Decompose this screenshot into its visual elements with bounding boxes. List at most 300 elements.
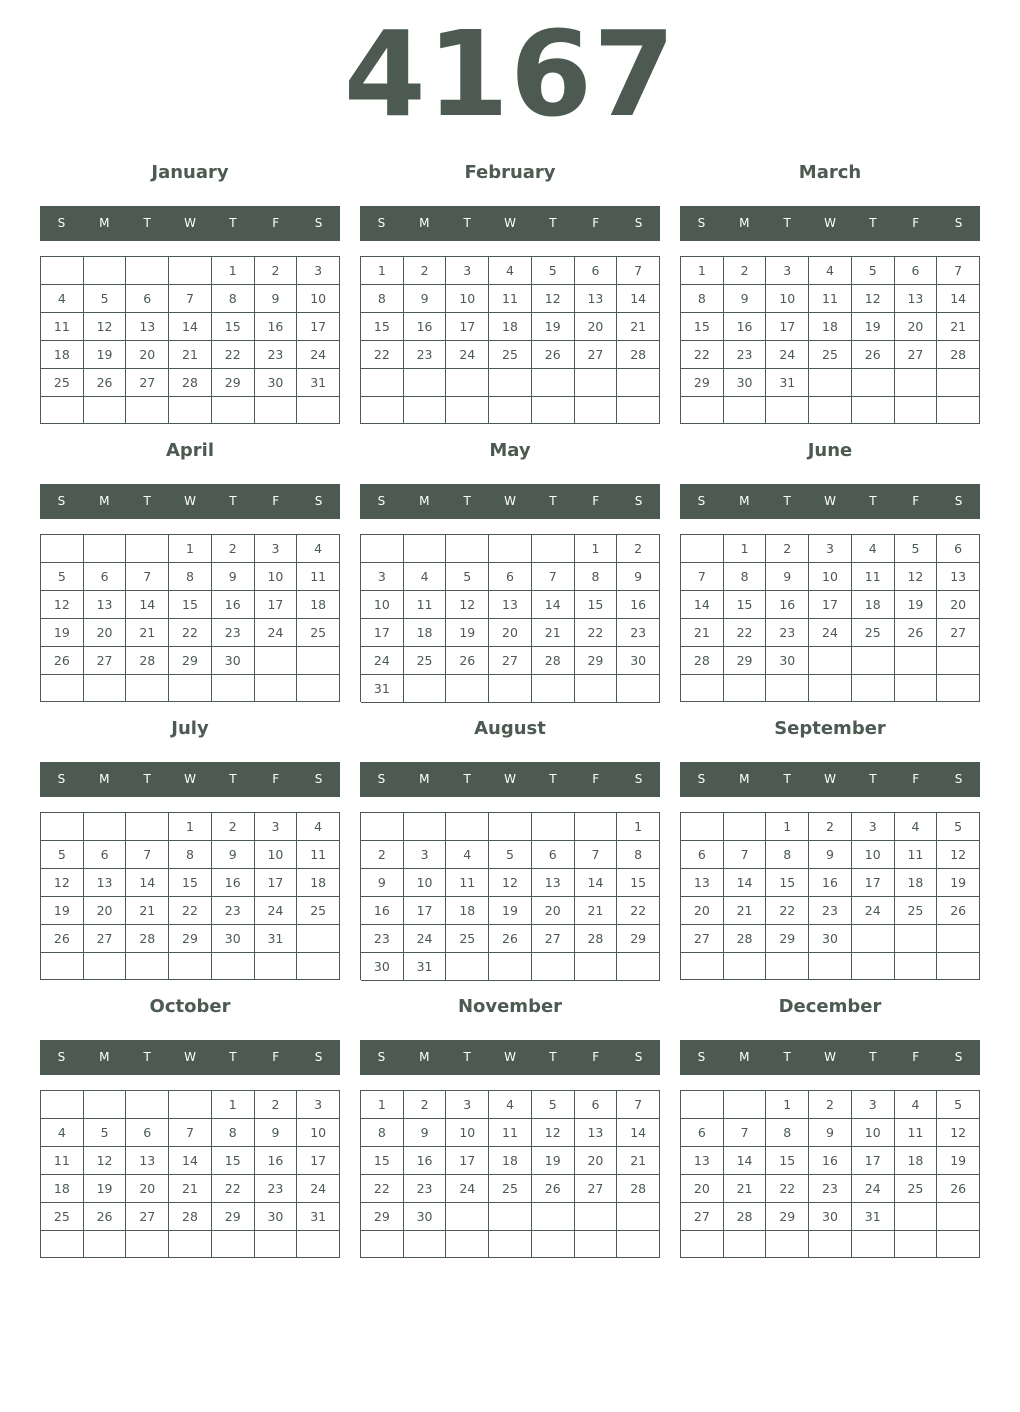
day-cell: 24 (297, 341, 340, 369)
day-cell: 1 (766, 1091, 809, 1119)
day-cell: 1 (212, 257, 255, 285)
weekday-label: S (634, 772, 643, 786)
day-cell: 7 (126, 841, 169, 869)
weekday-label: T (869, 772, 877, 786)
month-name: October (149, 996, 231, 1017)
weekday-label: S (314, 494, 323, 508)
day-cell: 17 (852, 869, 895, 897)
day-cell (852, 397, 895, 424)
day-cell (681, 1091, 724, 1119)
day-cell: 1 (766, 813, 809, 841)
weekday-header (360, 1040, 660, 1075)
day-cell: 28 (724, 925, 767, 953)
day-cell: 9 (361, 869, 404, 897)
day-cell: 24 (766, 341, 809, 369)
weekday-label: W (184, 1050, 196, 1064)
weekday-label: W (504, 772, 516, 786)
weekday-label: T (549, 216, 557, 230)
weekday-label: T (783, 216, 791, 230)
day-cell: 24 (297, 1175, 340, 1203)
day-cell: 1 (575, 535, 618, 563)
day-cell (212, 675, 255, 702)
day-cell (617, 1231, 660, 1258)
day-cell (681, 397, 724, 424)
day-cell: 30 (404, 1203, 447, 1231)
weekday-label: S (697, 494, 706, 508)
weekday-label: M (419, 494, 430, 508)
month-name: April (165, 440, 215, 461)
day-cell: 15 (681, 313, 724, 341)
weekday-label: T (229, 216, 237, 230)
day-cell: 22 (724, 619, 767, 647)
day-cell: 30 (809, 925, 852, 953)
day-cell (766, 675, 809, 702)
day-cell (532, 953, 575, 981)
day-cell: 13 (532, 869, 575, 897)
day-cell (41, 1231, 84, 1258)
day-cell: 14 (126, 869, 169, 897)
day-cell: 27 (575, 341, 618, 369)
weekday-label: M (99, 494, 110, 508)
day-cell: 1 (361, 1091, 404, 1119)
day-cell (937, 397, 980, 424)
day-cell: 28 (532, 647, 575, 675)
day-cell: 27 (575, 1175, 618, 1203)
day-cell (489, 397, 532, 425)
day-cell: 11 (41, 1147, 84, 1175)
day-cell: 21 (724, 1175, 767, 1203)
day-grid (360, 256, 660, 424)
day-cell (169, 1091, 212, 1119)
day-cell: 13 (489, 591, 532, 619)
day-cell: 29 (212, 369, 255, 397)
day-grid (40, 812, 340, 980)
day-cell (446, 369, 489, 397)
month-name: January (151, 162, 229, 183)
day-cell: 19 (84, 341, 127, 369)
day-cell (681, 813, 724, 841)
day-cell (169, 397, 212, 424)
day-cell: 27 (895, 341, 938, 369)
day-cell: 21 (724, 897, 767, 925)
day-cell (575, 1203, 618, 1231)
day-cell: 31 (297, 1203, 340, 1231)
day-cell: 24 (852, 897, 895, 925)
day-cell: 23 (404, 341, 447, 369)
day-cell: 9 (724, 285, 767, 313)
day-cell: 2 (404, 1091, 447, 1119)
weekday-label: M (419, 216, 430, 230)
weekday-label: T (463, 772, 471, 786)
day-cell: 14 (724, 1147, 767, 1175)
day-cell: 22 (617, 897, 660, 925)
day-cell: 3 (852, 813, 895, 841)
day-cell: 3 (255, 813, 298, 841)
day-cell (575, 675, 618, 703)
day-cell: 18 (446, 897, 489, 925)
day-cell (297, 397, 340, 424)
day-cell (617, 397, 660, 425)
day-cell: 10 (255, 563, 298, 591)
day-cell: 17 (809, 591, 852, 619)
day-cell: 23 (404, 1175, 447, 1203)
day-cell: 1 (169, 535, 212, 563)
day-cell: 20 (895, 313, 938, 341)
weekday-label: S (314, 216, 323, 230)
day-cell: 10 (446, 1119, 489, 1147)
day-cell (404, 535, 447, 563)
weekday-label: F (272, 216, 280, 230)
day-cell: 14 (681, 591, 724, 619)
day-cell (895, 369, 938, 397)
day-cell: 12 (852, 285, 895, 313)
weekday-label: S (57, 216, 66, 230)
day-cell: 1 (169, 813, 212, 841)
day-cell (41, 953, 84, 980)
day-cell: 10 (255, 841, 298, 869)
day-cell: 26 (895, 619, 938, 647)
weekday-label: T (143, 494, 151, 508)
day-cell: 10 (361, 591, 404, 619)
day-cell (852, 953, 895, 980)
day-cell: 3 (446, 257, 489, 285)
weekday-label: T (783, 494, 791, 508)
day-cell (212, 953, 255, 980)
day-cell: 22 (361, 1175, 404, 1203)
day-cell: 4 (41, 285, 84, 313)
day-cell: 19 (41, 619, 84, 647)
day-cell: 5 (532, 257, 575, 285)
day-cell: 16 (809, 869, 852, 897)
day-cell (361, 369, 404, 397)
day-cell: 16 (212, 591, 255, 619)
day-cell (724, 1091, 767, 1119)
day-cell: 6 (681, 1119, 724, 1147)
day-cell: 25 (852, 619, 895, 647)
day-cell: 28 (169, 1203, 212, 1231)
day-cell: 26 (41, 925, 84, 953)
day-cell (446, 675, 489, 703)
day-cell: 13 (681, 1147, 724, 1175)
day-cell: 3 (255, 535, 298, 563)
day-cell: 12 (532, 1119, 575, 1147)
day-cell: 26 (852, 341, 895, 369)
weekday-label: S (954, 494, 963, 508)
day-cell (852, 925, 895, 953)
day-cell: 14 (575, 869, 618, 897)
day-cell: 3 (297, 1091, 340, 1119)
day-cell: 13 (126, 313, 169, 341)
weekday-header (680, 762, 980, 797)
weekday-label: F (912, 216, 920, 230)
day-cell: 14 (169, 313, 212, 341)
day-cell: 5 (532, 1091, 575, 1119)
weekday-label: S (697, 216, 706, 230)
day-cell: 13 (84, 591, 127, 619)
day-grid (40, 1090, 340, 1258)
day-cell: 19 (41, 897, 84, 925)
day-cell (532, 369, 575, 397)
day-cell: 16 (766, 591, 809, 619)
day-cell (532, 535, 575, 563)
day-cell: 29 (169, 647, 212, 675)
day-cell: 15 (766, 1147, 809, 1175)
weekday-label: S (314, 1050, 323, 1064)
day-cell: 26 (84, 369, 127, 397)
day-cell (895, 675, 938, 702)
day-cell: 7 (617, 257, 660, 285)
month-name: March (798, 162, 862, 183)
day-cell: 16 (617, 591, 660, 619)
day-cell: 28 (617, 1175, 660, 1203)
day-cell (809, 647, 852, 675)
day-cell (937, 953, 980, 980)
day-cell: 23 (766, 619, 809, 647)
day-cell: 18 (41, 1175, 84, 1203)
day-cell: 21 (169, 1175, 212, 1203)
day-grid (360, 534, 660, 702)
day-cell (617, 369, 660, 397)
day-cell (895, 1203, 938, 1231)
day-cell: 23 (212, 619, 255, 647)
weekday-label: S (697, 772, 706, 786)
day-cell: 31 (766, 369, 809, 397)
day-cell: 17 (852, 1147, 895, 1175)
day-cell: 20 (489, 619, 532, 647)
weekday-label: M (99, 1050, 110, 1064)
day-cell: 15 (617, 869, 660, 897)
day-cell: 15 (575, 591, 618, 619)
day-cell: 16 (404, 1147, 447, 1175)
day-cell: 5 (937, 813, 980, 841)
weekday-label: S (377, 216, 386, 230)
day-cell (895, 397, 938, 424)
month-name: May (489, 440, 531, 461)
day-cell: 30 (255, 369, 298, 397)
day-cell: 31 (852, 1203, 895, 1231)
weekday-label: T (549, 772, 557, 786)
day-cell: 15 (169, 869, 212, 897)
day-cell (532, 397, 575, 425)
day-cell: 5 (895, 535, 938, 563)
day-cell: 29 (766, 925, 809, 953)
day-cell: 10 (446, 285, 489, 313)
day-cell: 5 (446, 563, 489, 591)
day-cell: 28 (724, 1203, 767, 1231)
day-cell: 1 (212, 1091, 255, 1119)
day-grid (680, 1090, 980, 1258)
day-cell (169, 953, 212, 980)
day-cell: 14 (617, 1119, 660, 1147)
day-cell: 8 (724, 563, 767, 591)
day-cell (84, 953, 127, 980)
day-cell: 3 (404, 841, 447, 869)
day-cell (404, 397, 447, 425)
day-cell: 5 (84, 1119, 127, 1147)
day-cell (84, 1231, 127, 1258)
day-cell: 2 (212, 535, 255, 563)
day-cell: 18 (297, 591, 340, 619)
weekday-label: M (739, 772, 750, 786)
day-cell (937, 1203, 980, 1231)
day-cell: 6 (84, 563, 127, 591)
day-cell (255, 953, 298, 980)
day-cell (489, 369, 532, 397)
day-cell: 27 (84, 925, 127, 953)
day-cell (724, 675, 767, 702)
month-name: December (778, 996, 882, 1017)
day-cell: 8 (212, 285, 255, 313)
day-cell: 5 (41, 563, 84, 591)
day-cell: 10 (766, 285, 809, 313)
day-cell: 19 (446, 619, 489, 647)
day-cell: 28 (169, 369, 212, 397)
day-cell: 6 (84, 841, 127, 869)
day-cell: 26 (532, 341, 575, 369)
day-cell: 27 (126, 369, 169, 397)
day-cell: 26 (532, 1175, 575, 1203)
day-cell (404, 675, 447, 703)
day-grid (680, 534, 980, 702)
weekday-label: M (739, 494, 750, 508)
day-cell: 17 (297, 313, 340, 341)
day-cell (84, 675, 127, 702)
month-name: September (774, 718, 886, 739)
day-cell (84, 535, 127, 563)
day-cell: 29 (575, 647, 618, 675)
weekday-label: M (99, 772, 110, 786)
weekday-label: S (57, 494, 66, 508)
day-cell (169, 675, 212, 702)
day-cell: 14 (169, 1147, 212, 1175)
day-cell (532, 1231, 575, 1258)
weekday-label: T (869, 216, 877, 230)
day-cell: 12 (446, 591, 489, 619)
day-cell: 10 (809, 563, 852, 591)
day-cell (404, 813, 447, 841)
day-cell: 19 (84, 1175, 127, 1203)
day-cell: 15 (169, 591, 212, 619)
day-cell (724, 1231, 767, 1258)
day-cell: 18 (297, 869, 340, 897)
day-cell: 9 (809, 841, 852, 869)
day-cell: 29 (212, 1203, 255, 1231)
day-cell (446, 1203, 489, 1231)
day-cell: 11 (297, 563, 340, 591)
day-cell: 20 (681, 897, 724, 925)
weekday-label: M (739, 216, 750, 230)
day-cell: 22 (169, 897, 212, 925)
weekday-label: T (229, 494, 237, 508)
day-cell: 30 (255, 1203, 298, 1231)
day-cell: 23 (724, 341, 767, 369)
day-cell: 31 (361, 675, 404, 703)
day-cell: 16 (724, 313, 767, 341)
weekday-label: T (549, 494, 557, 508)
day-cell (809, 397, 852, 424)
day-cell: 19 (937, 869, 980, 897)
day-cell: 8 (766, 1119, 809, 1147)
weekday-label: T (229, 1050, 237, 1064)
day-cell: 12 (895, 563, 938, 591)
day-cell: 27 (489, 647, 532, 675)
weekday-label: W (824, 1050, 836, 1064)
day-cell: 20 (532, 897, 575, 925)
day-cell: 1 (361, 257, 404, 285)
day-cell (41, 1091, 84, 1119)
day-cell: 30 (617, 647, 660, 675)
day-cell (532, 1203, 575, 1231)
day-cell: 18 (41, 341, 84, 369)
day-cell: 19 (489, 897, 532, 925)
day-cell: 18 (404, 619, 447, 647)
day-cell (446, 953, 489, 981)
day-cell: 13 (575, 285, 618, 313)
day-cell: 20 (126, 341, 169, 369)
day-cell: 26 (489, 925, 532, 953)
day-cell (575, 953, 618, 981)
weekday-label: S (377, 772, 386, 786)
day-cell: 15 (361, 313, 404, 341)
day-cell: 2 (255, 1091, 298, 1119)
day-cell: 1 (617, 813, 660, 841)
day-cell: 4 (852, 535, 895, 563)
day-cell (404, 1231, 447, 1258)
day-cell: 25 (895, 897, 938, 925)
weekday-label: F (912, 1050, 920, 1064)
day-cell: 28 (575, 925, 618, 953)
day-cell (126, 675, 169, 702)
day-cell: 17 (361, 619, 404, 647)
day-cell: 22 (681, 341, 724, 369)
day-cell: 25 (489, 1175, 532, 1203)
day-cell (852, 675, 895, 702)
day-cell: 8 (169, 841, 212, 869)
weekday-label: T (143, 216, 151, 230)
day-cell: 12 (84, 1147, 127, 1175)
day-cell (446, 535, 489, 563)
day-cell: 20 (84, 897, 127, 925)
day-cell: 2 (361, 841, 404, 869)
weekday-label: M (739, 1050, 750, 1064)
day-cell: 23 (255, 341, 298, 369)
day-cell: 25 (41, 369, 84, 397)
day-cell (212, 1231, 255, 1258)
day-cell (255, 1231, 298, 1258)
day-cell: 6 (937, 535, 980, 563)
day-cell: 12 (489, 869, 532, 897)
day-cell: 19 (895, 591, 938, 619)
day-grid (680, 812, 980, 980)
day-cell: 28 (681, 647, 724, 675)
day-cell (361, 1231, 404, 1258)
day-cell (212, 397, 255, 424)
day-cell: 16 (809, 1147, 852, 1175)
weekday-label: S (634, 216, 643, 230)
day-cell: 17 (255, 869, 298, 897)
day-cell (532, 675, 575, 703)
day-cell: 9 (617, 563, 660, 591)
weekday-label: M (419, 772, 430, 786)
day-cell (84, 397, 127, 424)
day-cell (361, 535, 404, 563)
day-cell (126, 397, 169, 424)
weekday-label: S (954, 1050, 963, 1064)
day-cell: 3 (297, 257, 340, 285)
day-cell: 15 (212, 313, 255, 341)
weekday-label: W (824, 494, 836, 508)
day-cell: 16 (255, 313, 298, 341)
